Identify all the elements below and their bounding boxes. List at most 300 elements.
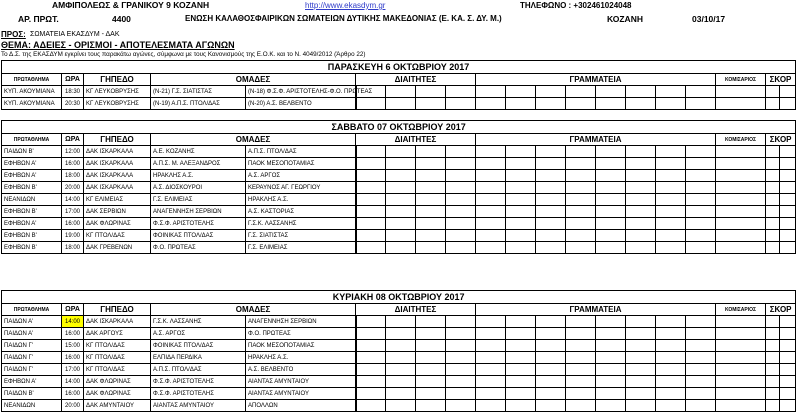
match-league: ΠΑΙΔΩΝ Γ' xyxy=(2,340,62,352)
referee-slot xyxy=(356,146,386,158)
referee-slot xyxy=(416,316,446,328)
match-row xyxy=(2,340,796,352)
secretariat-slot xyxy=(566,86,596,98)
referee-slot xyxy=(386,328,416,340)
away-team: Α.Σ. ΚΑΣΤΟΡΙΑΣ xyxy=(246,206,356,218)
match-time: 17:00 xyxy=(62,364,84,376)
secretariat-slot xyxy=(506,206,536,218)
score-away xyxy=(780,170,796,182)
referee-slot xyxy=(386,376,416,388)
header-venue: ΓΗΠΕΔΟ xyxy=(84,134,151,146)
header-commissioner: ΚΟΜΙΣΑΡΙΟΣ xyxy=(716,304,766,316)
approval-note: Το Δ.Σ. της ΕΚΑΣΔΥΜ εγκρίνει τους παρακάτω αγώνες, σύμφωνα με τους Κανονισμούς της Ε.Ο.Κ. και το Ν. 4049/2012 (Άρθρο 22) xyxy=(1,51,366,58)
score-home xyxy=(766,376,780,388)
home-team: Α.Σ. ΔΙΟΣΚΟΥΡΟΙ xyxy=(151,182,246,194)
referee-slot xyxy=(416,206,446,218)
secretariat-slot xyxy=(506,218,536,230)
header-referees: ΔΙΑΙΤΗΤΕΣ xyxy=(356,74,476,86)
header-score: ΣΚΟΡ xyxy=(766,74,796,86)
secretariat-slot xyxy=(476,388,506,400)
match-venue: ΔΑΚ ΦΛΩΡΙΝΑΣ xyxy=(84,388,151,400)
score-home xyxy=(766,194,780,206)
secretariat-slot xyxy=(566,206,596,218)
secretariat-slot xyxy=(506,400,536,412)
secretariat-slot xyxy=(476,400,506,412)
day-title: ΠΑΡΑΣΚΕΥΗ 6 ΟΚΤΩΒΡΙΟΥ 2017 xyxy=(2,61,796,74)
referee-slot xyxy=(416,194,446,206)
referee-slot xyxy=(416,340,446,352)
referee-slot xyxy=(356,388,386,400)
protocol-label: ΑΡ. ΠΡΩΤ. xyxy=(18,14,59,24)
secretariat-slot xyxy=(596,230,626,242)
match-time: 12:00 xyxy=(62,146,84,158)
header-secretariat: ΓΡΑΜΜΑΤΕΙΑ xyxy=(476,74,716,86)
away-team: Γ.Σ. ΕΛΙΜΕΙΑΣ xyxy=(246,242,356,254)
secretariat-slot xyxy=(686,352,716,364)
match-venue: ΔΑΚ ΣΕΡΒΙΩΝ xyxy=(84,206,151,218)
match-venue: ΚΓ ΠΤΟΛ/ΔΑΣ xyxy=(84,352,151,364)
referee-slot xyxy=(356,218,386,230)
day-table xyxy=(1,290,796,412)
secretariat-slot xyxy=(506,146,536,158)
match-league: ΕΦΗΒΩΝ Α' xyxy=(2,376,62,388)
secretariat-slot xyxy=(596,328,626,340)
match-venue: ΚΓ ΠΤΟΛ/ΔΑΣ xyxy=(84,364,151,376)
secretariat-slot xyxy=(626,194,656,206)
header-referees: ΔΙΑΙΤΗΤΕΣ xyxy=(356,134,476,146)
referee-slot xyxy=(356,340,386,352)
union-name: ΕΝΩΣΗ ΚΑΛΑΘΟΣΦΑΙΡΙΚΩΝ ΣΩΜΑΤΕΙΩΝ ΔΥΤΙΚΗΣ ΜΑΚΕΔΟΝΙΑΣ (Ε. ΚΑ. Σ. ΔΥ. Μ.) xyxy=(185,14,502,23)
match-league: ΕΦΗΒΩΝ Β' xyxy=(2,182,62,194)
match-row xyxy=(2,316,796,328)
secretariat-slot xyxy=(626,206,656,218)
phone-number: ΤΗΛΕΦΩΝΟ : +302461024048 xyxy=(520,1,632,10)
match-venue: ΔΑΚ ΙΣΚΑΡΚΑΛΑ xyxy=(84,158,151,170)
secretariat-slot xyxy=(656,194,686,206)
match-time: 18:00 xyxy=(62,170,84,182)
match-row xyxy=(2,86,796,98)
match-league: ΕΦΗΒΩΝ Β' xyxy=(2,242,62,254)
day-title: ΚΥΡΙΑΚΗ 08 ΟΚΤΩΒΡΙΟΥ 2017 xyxy=(2,291,796,304)
secretariat-slot xyxy=(476,146,506,158)
secretariat-slot xyxy=(686,400,716,412)
home-team: Γ.Σ. ΕΛΙΜΕΙΑΣ xyxy=(151,194,246,206)
header-time: ΩΡΑ xyxy=(62,74,84,86)
secretariat-slot xyxy=(686,194,716,206)
commissioner-slot xyxy=(716,146,766,158)
match-venue: ΚΓ ΠΤΟΛ/ΔΑΣ xyxy=(84,340,151,352)
match-venue: ΚΓ ΛΕΥΚΟΒΡΥΣΗΣ xyxy=(84,86,151,98)
secretariat-slot xyxy=(686,388,716,400)
secretariat-slot xyxy=(656,400,686,412)
score-home xyxy=(766,170,780,182)
referee-slot xyxy=(356,316,386,328)
match-row xyxy=(2,158,796,170)
secretariat-slot xyxy=(686,242,716,254)
secretariat-slot xyxy=(506,364,536,376)
match-row xyxy=(2,230,796,242)
secretariat-slot xyxy=(476,328,506,340)
score-away xyxy=(780,364,796,376)
secretariat-slot xyxy=(506,352,536,364)
secretariat-slot xyxy=(686,158,716,170)
secretariat-slot xyxy=(566,230,596,242)
secretariat-slot xyxy=(626,230,656,242)
secretariat-slot xyxy=(686,340,716,352)
referee-slot xyxy=(356,98,386,110)
match-time: 14:00 xyxy=(62,316,84,328)
secretariat-slot xyxy=(626,86,656,98)
referee-slot xyxy=(416,376,446,388)
referee-slot xyxy=(446,194,476,206)
score-home xyxy=(766,206,780,218)
home-team: ΕΛΠΙΔΑ ΠΕΡΔΙΚΑ xyxy=(151,352,246,364)
secretariat-slot xyxy=(536,376,566,388)
match-league: ΚΥΠ. ΑΚΟΥΜΙΑΝΑ xyxy=(2,98,62,110)
subject-line: ΘΕΜΑ: ΑΔΕΙΕΣ - ΟΡΙΣΜΟΙ - ΑΠΟΤΕΛΕΣΜΑΤΑ ΑΓΩΝΩΝ xyxy=(1,40,235,50)
header-teams: ΟΜΑΔΕΣ xyxy=(151,74,356,86)
score-home xyxy=(766,242,780,254)
score-away xyxy=(780,376,796,388)
referee-slot xyxy=(446,230,476,242)
secretariat-slot xyxy=(596,98,626,110)
home-team: (Ν-19) Α.Π.Σ. ΠΤΟΛ/ΔΑΣ xyxy=(151,98,246,110)
match-time: 17:00 xyxy=(62,206,84,218)
referee-slot xyxy=(356,158,386,170)
secretariat-slot xyxy=(686,218,716,230)
match-league: ΕΦΗΒΩΝ Α' xyxy=(2,218,62,230)
secretariat-slot xyxy=(656,376,686,388)
referee-slot xyxy=(416,86,446,98)
secretariat-slot xyxy=(596,340,626,352)
secretariat-slot xyxy=(536,170,566,182)
secretariat-slot xyxy=(656,146,686,158)
document-date: 03/10/17 xyxy=(692,14,726,24)
secretariat-slot xyxy=(656,328,686,340)
home-team: ΦΟΙΝΙΚΑΣ ΠΤΟΛ/ΔΑΣ xyxy=(151,340,246,352)
secretariat-slot xyxy=(536,146,566,158)
match-venue: ΔΑΚ ΑΡΓΟΥΣ xyxy=(84,328,151,340)
referee-slot xyxy=(416,328,446,340)
home-team: Α.Π.Σ. ΠΤΟΛ/ΔΑΣ xyxy=(151,364,246,376)
referee-slot xyxy=(416,242,446,254)
score-away xyxy=(780,230,796,242)
referee-slot xyxy=(386,98,416,110)
referee-slot xyxy=(416,218,446,230)
match-time: 20:00 xyxy=(62,182,84,194)
home-team: ΦΟΙΝΙΚΑΣ ΠΤΟΛ/ΔΑΣ xyxy=(151,230,246,242)
header-time: ΩΡΑ xyxy=(62,304,84,316)
score-away xyxy=(780,242,796,254)
secretariat-slot xyxy=(686,86,716,98)
match-venue: ΔΑΚ ΙΣΚΑΡΚΑΛΑ xyxy=(84,316,151,328)
match-time: 18:00 xyxy=(62,242,84,254)
referee-slot xyxy=(356,230,386,242)
secretariat-slot xyxy=(596,218,626,230)
secretariat-slot xyxy=(566,352,596,364)
referee-slot xyxy=(416,170,446,182)
commissioner-slot xyxy=(716,352,766,364)
match-league: ΠΑΙΔΩΝ Α' xyxy=(2,328,62,340)
header-secretariat: ΓΡΑΜΜΑΤΕΙΑ xyxy=(476,134,716,146)
secretariat-slot xyxy=(566,328,596,340)
secretariat-slot xyxy=(626,400,656,412)
secretariat-slot xyxy=(566,194,596,206)
secretariat-slot xyxy=(686,182,716,194)
secretariat-slot xyxy=(626,170,656,182)
header-league: ΠΡΩΤΑΘΛΗΜΑ xyxy=(2,134,62,146)
away-team: ΑΝΑΓΕΝΝΗΣΗ ΣΕΡΒΙΩΝ xyxy=(246,316,356,328)
referee-slot xyxy=(356,170,386,182)
score-away xyxy=(780,352,796,364)
referee-slot xyxy=(416,146,446,158)
match-row xyxy=(2,182,796,194)
header-teams: ΟΜΑΔΕΣ xyxy=(151,304,356,316)
referee-slot xyxy=(386,352,416,364)
score-home xyxy=(766,340,780,352)
commissioner-slot xyxy=(716,98,766,110)
secretariat-slot xyxy=(536,194,566,206)
commissioner-slot xyxy=(716,158,766,170)
match-league: ΠΑΙΔΩΝ Α' xyxy=(2,316,62,328)
referee-slot xyxy=(446,364,476,376)
secretariat-slot xyxy=(566,146,596,158)
match-venue: ΚΓ ΠΤΟΛ/ΔΑΣ xyxy=(84,230,151,242)
commissioner-slot xyxy=(716,182,766,194)
secretariat-slot xyxy=(596,388,626,400)
secretariat-slot xyxy=(686,328,716,340)
score-away xyxy=(780,328,796,340)
secretariat-slot xyxy=(506,230,536,242)
commissioner-slot xyxy=(716,170,766,182)
referee-slot xyxy=(356,194,386,206)
score-away xyxy=(780,316,796,328)
secretariat-slot xyxy=(686,376,716,388)
referee-slot xyxy=(416,158,446,170)
secretariat-slot xyxy=(536,400,566,412)
header-referees: ΔΙΑΙΤΗΤΕΣ xyxy=(356,304,476,316)
referee-slot xyxy=(386,158,416,170)
referee-slot xyxy=(446,86,476,98)
home-team: ΗΡΑΚΛΗΣ Α.Σ. xyxy=(151,170,246,182)
score-home xyxy=(766,364,780,376)
referee-slot xyxy=(386,340,416,352)
header-secretariat: ΓΡΑΜΜΑΤΕΙΑ xyxy=(476,304,716,316)
secretariat-slot xyxy=(656,158,686,170)
secretariat-slot xyxy=(566,388,596,400)
commissioner-slot xyxy=(716,376,766,388)
match-venue: ΚΓ ΛΕΥΚΟΒΡΥΣΗΣ xyxy=(84,98,151,110)
secretariat-slot xyxy=(596,242,626,254)
referee-slot xyxy=(386,194,416,206)
referee-slot xyxy=(386,230,416,242)
score-away xyxy=(780,218,796,230)
referee-slot xyxy=(386,388,416,400)
website-link[interactable]: http://www.ekasdym.gr xyxy=(305,1,386,10)
commissioner-slot xyxy=(716,328,766,340)
secretariat-slot xyxy=(536,182,566,194)
secretariat-slot xyxy=(536,98,566,110)
match-time: 19:00 xyxy=(62,230,84,242)
referee-slot xyxy=(446,400,476,412)
secretariat-slot xyxy=(566,364,596,376)
match-venue: ΔΑΚ ΦΛΩΡΙΝΑΣ xyxy=(84,376,151,388)
away-team: Φ.Ο. ΠΡΩΤΕΑΣ xyxy=(246,328,356,340)
match-row xyxy=(2,400,796,412)
referee-slot xyxy=(356,328,386,340)
secretariat-slot xyxy=(596,400,626,412)
away-team: ΠΑΟΚ ΜΕΣΟΠΟΤΑΜΙΑΣ xyxy=(246,340,356,352)
home-team: Α.Ε. ΚΟΖΑΝΗΣ xyxy=(151,146,246,158)
referee-slot xyxy=(356,400,386,412)
referee-slot xyxy=(386,218,416,230)
secretariat-slot xyxy=(626,376,656,388)
referee-slot xyxy=(446,218,476,230)
secretariat-slot xyxy=(506,158,536,170)
secretariat-slot xyxy=(656,230,686,242)
match-venue: ΔΑΚ ΙΣΚΑΡΚΑΛΑ xyxy=(84,146,151,158)
score-away xyxy=(780,86,796,98)
day-table xyxy=(1,60,796,110)
secretariat-slot xyxy=(506,316,536,328)
away-team: ΚΕΡΑΥΝΟΣ ΑΓ. ΓΕΩΡΓΙΟΥ xyxy=(246,182,356,194)
home-team: Φ.Σ.Φ. ΑΡΙΣΤΟΤΕΛΗΣ xyxy=(151,388,246,400)
score-home xyxy=(766,388,780,400)
away-team: ΑΙΑΝΤΑΣ ΑΜΥΝΤΑΙΟΥ xyxy=(246,388,356,400)
referee-slot xyxy=(386,86,416,98)
org-address: ΑΜΦΙΠΟΛΕΩΣ & ΓΡΑΝΙΚΟΥ 9 ΚΟΖΑΝΗ xyxy=(52,0,210,10)
commissioner-slot xyxy=(716,340,766,352)
secretariat-slot xyxy=(536,230,566,242)
score-home xyxy=(766,316,780,328)
score-home xyxy=(766,146,780,158)
match-time: 15:00 xyxy=(62,340,84,352)
commissioner-slot xyxy=(716,194,766,206)
referee-slot xyxy=(446,158,476,170)
referee-slot xyxy=(416,388,446,400)
secretariat-slot xyxy=(476,86,506,98)
secretariat-slot xyxy=(476,170,506,182)
secretariat-slot xyxy=(476,316,506,328)
score-away xyxy=(780,158,796,170)
match-league: ΠΑΙΔΩΝ Β' xyxy=(2,388,62,400)
match-row xyxy=(2,388,796,400)
secretariat-slot xyxy=(626,242,656,254)
secretariat-slot xyxy=(536,328,566,340)
match-time: 14:00 xyxy=(62,376,84,388)
secretariat-slot xyxy=(566,98,596,110)
referee-slot xyxy=(386,316,416,328)
secretariat-slot xyxy=(626,364,656,376)
match-venue: ΔΑΚ ΙΣΚΑΡΚΑΛΑ xyxy=(84,182,151,194)
secretariat-slot xyxy=(686,316,716,328)
match-row xyxy=(2,376,796,388)
match-time: 14:00 xyxy=(62,194,84,206)
referee-slot xyxy=(446,340,476,352)
score-away xyxy=(780,182,796,194)
secretariat-slot xyxy=(536,158,566,170)
referee-slot xyxy=(416,364,446,376)
secretariat-slot xyxy=(566,158,596,170)
secretariat-slot xyxy=(626,328,656,340)
referee-slot xyxy=(386,170,416,182)
header-score: ΣΚΟΡ xyxy=(766,304,796,316)
score-home xyxy=(766,158,780,170)
referee-slot xyxy=(386,146,416,158)
match-time: 16:00 xyxy=(62,158,84,170)
score-away xyxy=(780,98,796,110)
match-row xyxy=(2,194,796,206)
secretariat-slot xyxy=(476,340,506,352)
header-time: ΩΡΑ xyxy=(62,134,84,146)
score-home xyxy=(766,352,780,364)
secretariat-slot xyxy=(626,98,656,110)
match-row xyxy=(2,242,796,254)
secretariat-slot xyxy=(536,364,566,376)
referee-slot xyxy=(446,352,476,364)
home-team: Φ.Σ.Φ. ΑΡΙΣΤΟΤΕΛΗΣ xyxy=(151,218,246,230)
match-venue: ΔΑΚ ΦΛΩΡΙΝΑΣ xyxy=(84,218,151,230)
secretariat-slot xyxy=(476,182,506,194)
match-league: ΝΕΑΝΙΔΩΝ xyxy=(2,194,62,206)
home-team: Α.Σ. ΑΡΓΟΣ xyxy=(151,328,246,340)
secretariat-slot xyxy=(656,352,686,364)
header-league: ΠΡΩΤΑΘΛΗΜΑ xyxy=(2,74,62,86)
referee-slot xyxy=(356,352,386,364)
referee-slot xyxy=(446,376,476,388)
header-score: ΣΚΟΡ xyxy=(766,134,796,146)
referee-slot xyxy=(386,400,416,412)
secretariat-slot xyxy=(626,316,656,328)
away-team: Γ.Σ. ΣΙΑΤΙΣΤΑΣ xyxy=(246,230,356,242)
secretariat-slot xyxy=(536,352,566,364)
match-row xyxy=(2,218,796,230)
away-team: Α.Σ. ΑΡΓΟΣ xyxy=(246,170,356,182)
score-away xyxy=(780,400,796,412)
commissioner-slot xyxy=(716,230,766,242)
referee-slot xyxy=(386,364,416,376)
secretariat-slot xyxy=(536,388,566,400)
secretariat-slot xyxy=(506,340,536,352)
home-team: Α.Π.Σ. Μ. ΑΛΕΞΑΝΔΡΟΣ xyxy=(151,158,246,170)
secretariat-slot xyxy=(536,218,566,230)
secretariat-slot xyxy=(506,328,536,340)
home-team: ΑΙΑΝΤΑΣ ΑΜΥΝΤΑΙΟΥ xyxy=(151,400,246,412)
match-venue: ΔΑΚ ΓΡΕΒΕΝΩΝ xyxy=(84,242,151,254)
secretariat-slot xyxy=(476,376,506,388)
commissioner-slot xyxy=(716,242,766,254)
secretariat-slot xyxy=(536,242,566,254)
header-commissioner: ΚΟΜΙΣΑΡΙΟΣ xyxy=(716,134,766,146)
match-league: ΕΦΗΒΩΝ Α' xyxy=(2,170,62,182)
secretariat-slot xyxy=(476,194,506,206)
secretariat-slot xyxy=(656,316,686,328)
secretariat-slot xyxy=(596,206,626,218)
secretariat-slot xyxy=(476,242,506,254)
header-venue: ΓΗΠΕΔΟ xyxy=(84,304,151,316)
secretariat-slot xyxy=(566,400,596,412)
secretariat-slot xyxy=(476,230,506,242)
match-row xyxy=(2,352,796,364)
score-home xyxy=(766,86,780,98)
secretariat-slot xyxy=(656,388,686,400)
referee-slot xyxy=(386,242,416,254)
secretariat-slot xyxy=(566,170,596,182)
secretariat-slot xyxy=(566,340,596,352)
commissioner-slot xyxy=(716,388,766,400)
secretariat-slot xyxy=(476,206,506,218)
secretariat-slot xyxy=(626,158,656,170)
